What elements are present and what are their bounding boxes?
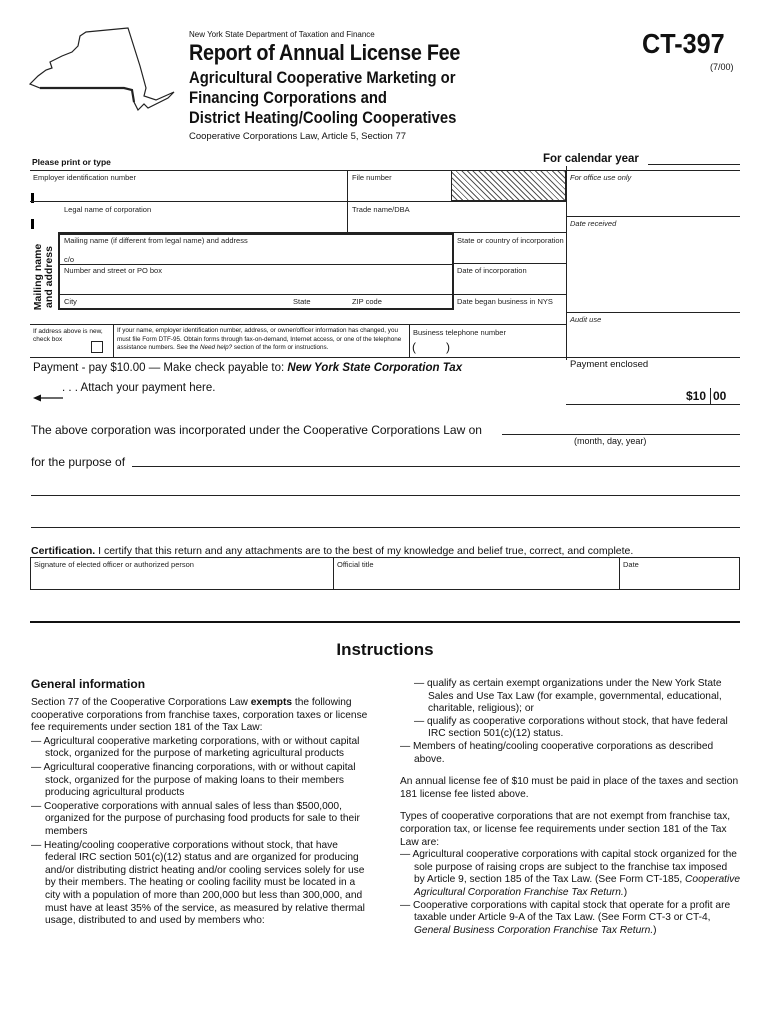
new-york-state-outline-icon xyxy=(28,26,178,116)
list-item: — Agricultural cooperative financing corporations, with or without capital stock, organized for the purpose of making loans to their members producing agricultural products xyxy=(31,761,356,799)
list-item xyxy=(400,849,740,899)
general-info-heading: General information xyxy=(31,677,146,691)
sub-list-item: — qualify as cooperative corporations without stock, that have federal IRC section 501(c)(12) status. xyxy=(414,715,728,740)
subtitle-line: Agricultural Cooperative Marketing or xyxy=(189,69,456,87)
certification-text: I certify that this return and any attachments are to the best of my knowledge and belief true, correct, and complete. xyxy=(95,545,634,557)
address-note-end: section of the form or instructions. xyxy=(232,344,329,351)
types-paragraph: Types of cooperative corporations that are not exempt from franchise tax, corporation tax, or license fee requirements under section 181 of the Tax Law are: xyxy=(400,811,731,848)
certification-statement xyxy=(31,545,633,557)
office-use-label: For office use only xyxy=(570,173,632,182)
intro-text: Section 77 of the Cooperative Corporations Law xyxy=(31,697,251,708)
city-field[interactable] xyxy=(62,296,287,309)
date-began-business-field[interactable] xyxy=(455,306,565,321)
zip-field[interactable] xyxy=(350,296,450,309)
address-change-note xyxy=(117,327,408,353)
signature-label: Signature of elected officer or authorized person xyxy=(34,560,194,569)
list-item: — Agricultural cooperative marketing corporations, with or without capital stock, organized for the purpose of marketing agricultural products xyxy=(31,735,360,760)
form-title: Report of Annual License Fee xyxy=(189,40,461,65)
address-note-italic: Need help? xyxy=(199,344,233,351)
signature-date-field[interactable] xyxy=(621,570,738,588)
sub-list-item: — qualify as certain exempt organizations under the New York State Sales and Use Tax Law (for example, governmental, educational, charitable, religious); or xyxy=(414,678,722,715)
payment-text: Payment - pay $10.00 — Make check payable to: xyxy=(33,362,288,374)
subtitle-line: District Heating/Cooling Cooperatives xyxy=(189,109,457,127)
payment-amount-dollars: $10 xyxy=(686,389,707,403)
signature-field[interactable] xyxy=(32,570,331,588)
fee-paragraph: An annual license fee of $10 must be paid in place of the taxes and section 181 license fee listed above. xyxy=(400,776,739,800)
street-field[interactable] xyxy=(62,275,450,293)
type1-end: ) xyxy=(623,886,628,898)
print-note: Please print or type xyxy=(32,157,111,167)
date-of-incorporation-label: Date of incorporation xyxy=(457,266,527,275)
type1-text: — Agricultural cooperative corporations with capital stock organized for the sole purpose of raising crops are subject to the franchise tax imposed by Article 9, section 185 of the Tax Law. (See Form CT-185, xyxy=(400,849,737,886)
subtitle-line: Financing Corporations and xyxy=(189,89,388,107)
instructions-left-column xyxy=(31,677,371,928)
payment-amount-cents: 00 xyxy=(713,389,727,403)
payment-instruction xyxy=(33,362,462,374)
left-arrow-icon xyxy=(33,389,63,407)
address-note-text: If your name, employer identification number, address, or owner/officer information has changed, you must file Form DTF-95. Obtain forms through fax-on-demand, Internet access, or one of the telephone assistance numbers. See the xyxy=(117,327,402,351)
mailing-side-label-line: Mailing name xyxy=(32,243,44,311)
legal-name-label: Legal name of corporation xyxy=(64,205,152,214)
file-number-field[interactable] xyxy=(350,182,450,200)
type2-end: ) xyxy=(653,924,657,936)
date-of-incorporation-field[interactable] xyxy=(455,275,565,292)
phone-close-paren: ) xyxy=(446,340,450,354)
form-revision-date: (7/00) xyxy=(710,62,734,72)
mailing-side-label xyxy=(30,232,58,324)
certification-heading: Certification. xyxy=(31,545,96,557)
type2-text: — Cooperative corporations with capital stock that operate for a profit are taxable under Article 9-A of the Tax Law. (See Form CT-3 or CT-4, xyxy=(400,899,731,924)
list-item: — Cooperative corporations with annual sales of less than $500,000, organized for the purpose of purchasing food products for sale to their members xyxy=(31,800,360,837)
agency-name: New York State Department of Taxation and Finance xyxy=(189,30,375,39)
care-of-field[interactable] xyxy=(76,254,450,264)
address-new-label: If address above is new, check box xyxy=(33,328,103,343)
list-item xyxy=(400,900,740,938)
co-label: c/o xyxy=(64,255,75,264)
address-change-checkbox[interactable] xyxy=(91,341,103,353)
trade-name-label: Trade name/DBA xyxy=(352,205,410,214)
phone-area-code-field[interactable] xyxy=(418,340,445,355)
payment-enclosed-label: Payment enclosed xyxy=(570,359,649,370)
office-use-hatched-area xyxy=(451,171,566,201)
state-of-incorporation-field[interactable] xyxy=(455,245,565,262)
attach-payment-text: . . . Attach your payment here. xyxy=(62,382,216,394)
form-subtitle xyxy=(189,68,486,128)
type1-italic: Cooperative Agricultural Corporation Franchise Tax Return. xyxy=(414,874,740,898)
legal-name-field[interactable] xyxy=(62,214,346,231)
phone-label: Business telephone number xyxy=(413,328,506,337)
calendar-year-label: For calendar year xyxy=(543,153,639,165)
official-title-label: Official title xyxy=(337,560,374,569)
file-number-label: File number xyxy=(352,173,392,182)
incorporated-statement: The above corporation was incorporated under the Cooperative Corporations Law on xyxy=(31,423,482,437)
audit-use-label: Audit use xyxy=(570,315,602,324)
state-of-incorporation-label: State or country of incorporation xyxy=(457,236,564,245)
official-title-field[interactable] xyxy=(335,570,617,588)
form-number: CT-397 xyxy=(642,28,725,59)
calendar-year-field[interactable] xyxy=(648,152,740,165)
state-field[interactable] xyxy=(291,296,346,309)
ein-label: Employer identification number xyxy=(33,173,136,182)
intro-paragraph xyxy=(31,697,371,735)
instructions-heading: Instructions xyxy=(336,640,434,659)
purpose-field-line-2[interactable] xyxy=(31,481,740,496)
street-label: Number and street or PO box xyxy=(64,266,162,275)
purpose-field-line-3[interactable] xyxy=(31,513,740,528)
type2-italic: General Business Corporation Franchise Tax Return. xyxy=(414,924,654,936)
city-label: City xyxy=(64,297,77,306)
instructions-right-column xyxy=(400,678,740,937)
list-item: — Members of heating/cooling cooperative corporations as described above. xyxy=(400,740,714,765)
date-label: Date xyxy=(623,560,639,569)
list-item: — Heating/cooling cooperative corporations without stock, that have federal IRC section 501(c)(12) status and are organized for producing and/or distributing district heating and/or cooling services solely for use by their members. The heating or cooling facility must be located in a city with a population of more than 200,000 but less than 300,000, and must have at least 35% of the service, as measured by relative thermal usage, distributed to and used by members who: xyxy=(31,839,365,927)
date-began-business-label: Date began business in NYS xyxy=(457,297,553,306)
intro-bold: exempts xyxy=(250,697,293,708)
mailing-name-label: Mailing name (if different from legal name) and address xyxy=(64,236,248,245)
trade-name-field[interactable] xyxy=(350,214,564,231)
purpose-label: for the purpose of xyxy=(31,455,126,469)
payment-payee: New York State Corporation Tax xyxy=(287,362,463,374)
incorporation-date-field[interactable] xyxy=(502,420,740,435)
mailing-side-label-line: and address xyxy=(43,246,55,308)
state-label: State xyxy=(293,297,311,306)
intro-text-end: the following cooperative corporations from franchise taxes, corporation taxes or license fee requirements under section 181 of the Tax Law: xyxy=(31,697,368,734)
law-reference: Cooperative Corporations Law, Article 5, Section 77 xyxy=(189,131,407,142)
phone-number-field[interactable] xyxy=(456,340,564,355)
date-received-label: Date received xyxy=(570,219,617,228)
phone-open-paren: ( xyxy=(412,340,416,354)
date-format-hint: (month, day, year) xyxy=(574,436,647,446)
zip-label: ZIP code xyxy=(352,297,382,306)
purpose-field-line-1[interactable] xyxy=(132,452,740,467)
ein-field[interactable] xyxy=(31,182,347,200)
